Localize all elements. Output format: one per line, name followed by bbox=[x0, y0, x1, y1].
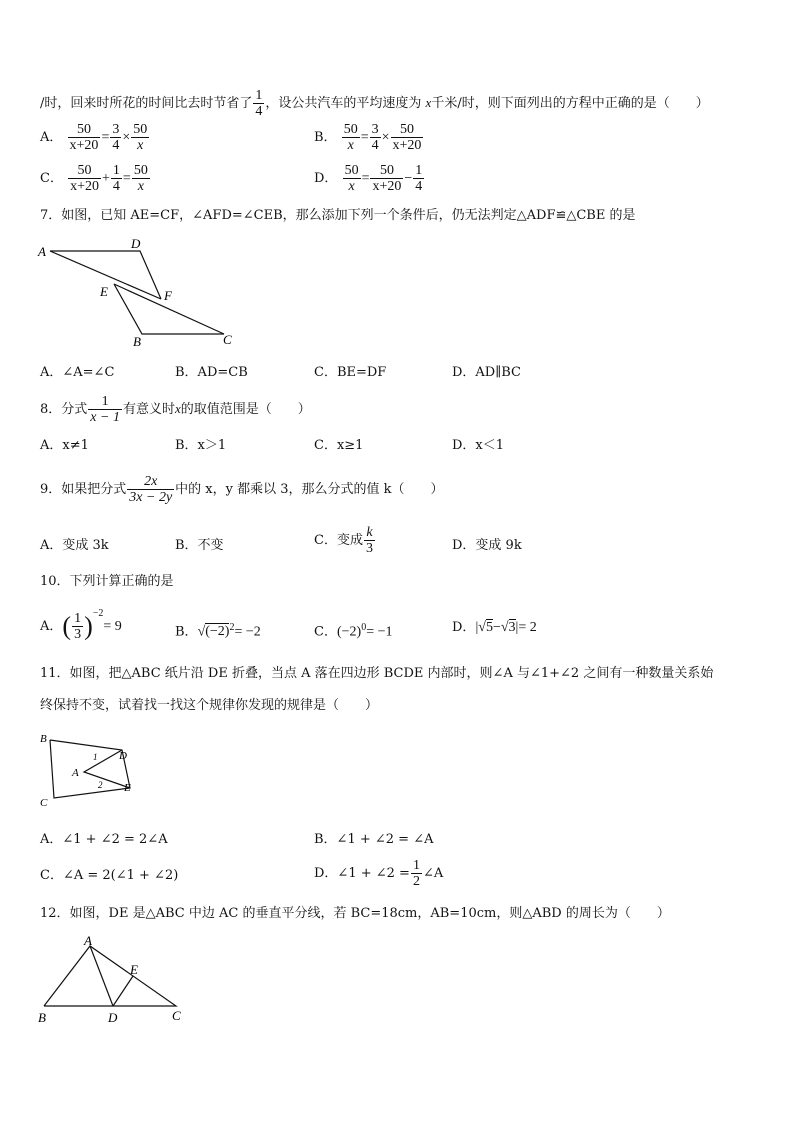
num: 3 bbox=[112, 122, 120, 137]
fraction bbox=[342, 122, 360, 153]
q9-text-a: 9．如果把分式 bbox=[40, 482, 127, 497]
q10-option-b bbox=[175, 620, 261, 640]
num: 50 bbox=[68, 163, 101, 179]
q11-label-c: C bbox=[40, 797, 48, 809]
q9-option-d: D．变成 9k bbox=[452, 538, 522, 553]
q11-label-a: A bbox=[72, 767, 79, 779]
q11-optd-fraction bbox=[411, 858, 422, 889]
q10-option-d bbox=[452, 620, 537, 636]
den: x+20 bbox=[372, 179, 402, 194]
num: 50 bbox=[391, 122, 424, 138]
paren-right: ) bbox=[84, 611, 93, 641]
q7-figure bbox=[36, 236, 246, 350]
q7-stem: 7．如图，已知 AE=CF，∠AFD=∠CEB，那么添加下列一个条件后，仍无法判定△ADF≌△CBE 的是 bbox=[40, 208, 636, 223]
option-label: C． bbox=[314, 624, 337, 640]
q7-option-b: B．AD=CB bbox=[175, 365, 248, 380]
expr: = 2 bbox=[518, 620, 537, 635]
option-label: C． bbox=[40, 171, 63, 186]
q8-text-c: 的取值范围是（ ） bbox=[180, 402, 311, 417]
q6-option-b bbox=[314, 122, 424, 153]
q11-label-b: B bbox=[40, 733, 47, 745]
fraction bbox=[132, 163, 150, 194]
fraction bbox=[72, 611, 83, 642]
radicand: 5 bbox=[485, 620, 493, 635]
radicand: (−2) bbox=[205, 624, 230, 640]
q7-label-d: D bbox=[131, 236, 141, 251]
num: 50 bbox=[370, 163, 403, 179]
abs-bar: | bbox=[475, 620, 479, 635]
q11-option-b: B．∠1 + ∠2 = ∠A bbox=[314, 832, 434, 847]
fraction bbox=[370, 163, 403, 194]
q9-optc-text: C．变成 bbox=[314, 533, 363, 548]
q7-option-c: C．BE=DF bbox=[314, 365, 387, 380]
op: × bbox=[381, 130, 390, 145]
den: 4 bbox=[112, 138, 120, 153]
q12-line-ad bbox=[90, 946, 113, 1006]
den: x bbox=[348, 179, 355, 194]
num: 50 bbox=[344, 163, 359, 178]
den: 3 bbox=[74, 627, 82, 642]
option-label: A． bbox=[40, 619, 63, 634]
fraction bbox=[343, 163, 361, 194]
option-label: D． bbox=[452, 620, 476, 635]
den: 4 bbox=[371, 138, 379, 153]
q6-frac-den: 4 bbox=[255, 104, 263, 119]
den: x+20 bbox=[69, 138, 99, 153]
op: − bbox=[404, 171, 413, 186]
den: x+20 bbox=[70, 179, 99, 194]
q10-stem: 10．下列计算正确的是 bbox=[40, 574, 174, 589]
den: x bbox=[347, 138, 354, 153]
q10-option-a bbox=[40, 606, 122, 642]
q12-label-c: C bbox=[172, 1008, 181, 1023]
num: k bbox=[364, 525, 375, 541]
q11-option-a: A．∠1 + ∠2 = 2∠A bbox=[40, 832, 168, 847]
eq: = bbox=[361, 171, 370, 186]
q11-stem-line1: 11．如图，把△ABC 纸片沿 DE 折叠，当点 A 落在四边形 BCDE 内部时，则∠A 与∠1+∠2 之间有一种数量关系始 bbox=[40, 666, 714, 681]
exponent: 0 bbox=[361, 622, 367, 633]
q11-optd-tail: ∠A bbox=[422, 866, 444, 881]
sqrt-icon: √ bbox=[478, 620, 486, 635]
q7-label-c: C bbox=[223, 332, 232, 347]
q9-stem bbox=[40, 474, 444, 505]
q6-stem-line bbox=[40, 88, 709, 119]
num: 1 bbox=[415, 163, 423, 178]
fraction bbox=[131, 122, 149, 153]
den: 4 bbox=[415, 179, 423, 194]
q11-stem-line2: 终保持不变，试着找一找这个规律你发现的规律是（ ） bbox=[40, 698, 379, 713]
q6-frac-num: 1 bbox=[255, 88, 263, 103]
eq: = bbox=[101, 130, 110, 145]
q7-label-f: F bbox=[164, 288, 172, 303]
den: 3x − 2y bbox=[129, 490, 173, 505]
q8-option-a: A．x≠1 bbox=[40, 438, 89, 453]
eq: = bbox=[122, 171, 131, 186]
num: 50 bbox=[133, 122, 148, 137]
expr: = 9 bbox=[103, 619, 122, 634]
q6-option-c bbox=[40, 163, 151, 194]
fraction bbox=[370, 122, 381, 153]
q8-option-c: C．x≥1 bbox=[314, 438, 364, 453]
radicand: 3 bbox=[508, 620, 516, 635]
q12-label-b: B bbox=[38, 1010, 46, 1025]
exponent: 2 bbox=[229, 622, 235, 633]
expr: = −2 bbox=[234, 624, 261, 640]
base: (−2) bbox=[336, 624, 362, 640]
q6-var: x bbox=[425, 95, 432, 110]
q8-var: x bbox=[174, 401, 181, 416]
fraction bbox=[111, 163, 122, 194]
q6-text-a: /时，回来时所花的时间比去时节省了 bbox=[40, 96, 253, 111]
sqrt-icon: √ bbox=[500, 620, 509, 635]
num: 50 bbox=[68, 122, 101, 138]
q9-option-b: B．不变 bbox=[175, 538, 224, 553]
q7-option-a: A．∠A=∠C bbox=[40, 365, 115, 380]
q11-label-d: D bbox=[119, 750, 127, 762]
option-label: D． bbox=[314, 171, 338, 186]
fraction bbox=[413, 163, 424, 194]
q8-option-d: D．x＜1 bbox=[452, 438, 505, 453]
q11-option-c: C．∠A = 2(∠1 + ∠2) bbox=[40, 868, 179, 883]
q12-stem: 12．如图，DE 是△ABC 中边 AC 的垂直平分线，若 BC=18cm，AB=10cm，则△ABD 的周长为（ ） bbox=[40, 906, 670, 921]
den: x bbox=[137, 179, 144, 194]
exponent: −2 bbox=[92, 608, 104, 619]
q7-label-b: B bbox=[133, 334, 141, 349]
q11-figure bbox=[36, 730, 146, 812]
den: 4 bbox=[112, 179, 120, 194]
q6-fraction bbox=[253, 88, 264, 119]
q8-stem bbox=[40, 394, 311, 425]
option-label: A． bbox=[40, 130, 63, 145]
num: 1 bbox=[112, 163, 120, 178]
q8-text-b: 有意义时 bbox=[122, 402, 175, 417]
den: 3 bbox=[365, 541, 373, 556]
q12-label-d: D bbox=[108, 1010, 118, 1025]
op: − bbox=[492, 620, 501, 635]
num: 2x bbox=[127, 474, 174, 490]
num: 50 bbox=[343, 122, 358, 137]
fraction bbox=[68, 163, 101, 194]
den: x bbox=[137, 138, 144, 153]
num: 50 bbox=[133, 163, 148, 178]
q11-label-1: 1 bbox=[93, 752, 98, 762]
q11-option-d bbox=[314, 858, 443, 889]
eq: = bbox=[360, 130, 369, 145]
op: + bbox=[102, 171, 110, 186]
expr: = −1 bbox=[366, 624, 393, 640]
den: x − 1 bbox=[90, 410, 120, 425]
sqrt-icon: √ bbox=[197, 624, 206, 640]
q11-optd-text: D．∠1 + ∠2 = bbox=[314, 866, 410, 881]
option-label: B． bbox=[314, 130, 337, 145]
q9-text-b: 中的 x，y 都乘以 3，那么分式的值 k（ ） bbox=[175, 482, 444, 497]
num: 1 bbox=[88, 394, 122, 410]
q11-label-2: 2 bbox=[98, 780, 103, 790]
q9-optc-fraction bbox=[364, 525, 375, 556]
den: 2 bbox=[412, 874, 420, 889]
option-label: B． bbox=[175, 624, 198, 640]
fraction bbox=[391, 122, 424, 153]
q9-fraction bbox=[127, 474, 174, 505]
q12-label-e: E bbox=[130, 962, 138, 977]
q9-option-c bbox=[314, 525, 376, 556]
num: 3 bbox=[371, 122, 379, 137]
q6-option-a bbox=[40, 122, 150, 153]
q7-label-a: A bbox=[38, 244, 46, 259]
abs-bar: | bbox=[515, 620, 519, 635]
num: 1 bbox=[74, 611, 82, 626]
q7-label-e: E bbox=[100, 284, 108, 299]
fraction bbox=[110, 122, 121, 153]
paren-left: ( bbox=[62, 611, 72, 641]
fraction bbox=[68, 122, 101, 153]
q8-text-a: 8．分式 bbox=[40, 402, 88, 417]
q6-text-c: 千米/时，则下面列出的方程中正确的是（ ） bbox=[431, 96, 709, 111]
op: × bbox=[122, 130, 131, 145]
q9-option-a: A．变成 3k bbox=[40, 538, 109, 553]
q8-option-b: B．x＞1 bbox=[175, 438, 227, 453]
q12-figure bbox=[34, 934, 194, 1026]
q6-option-d bbox=[314, 163, 425, 194]
q10-option-c bbox=[314, 620, 392, 640]
num: 1 bbox=[412, 858, 420, 873]
q8-fraction bbox=[88, 394, 122, 425]
q12-label-a: A bbox=[84, 934, 92, 948]
q7-option-d: D．AD∥BC bbox=[452, 365, 521, 380]
q6-text-b: ，设公共汽车的平均速度为 bbox=[265, 96, 422, 111]
q11-label-e: E bbox=[124, 782, 131, 794]
q12-line-de bbox=[113, 976, 133, 1006]
den: x+20 bbox=[392, 138, 422, 153]
